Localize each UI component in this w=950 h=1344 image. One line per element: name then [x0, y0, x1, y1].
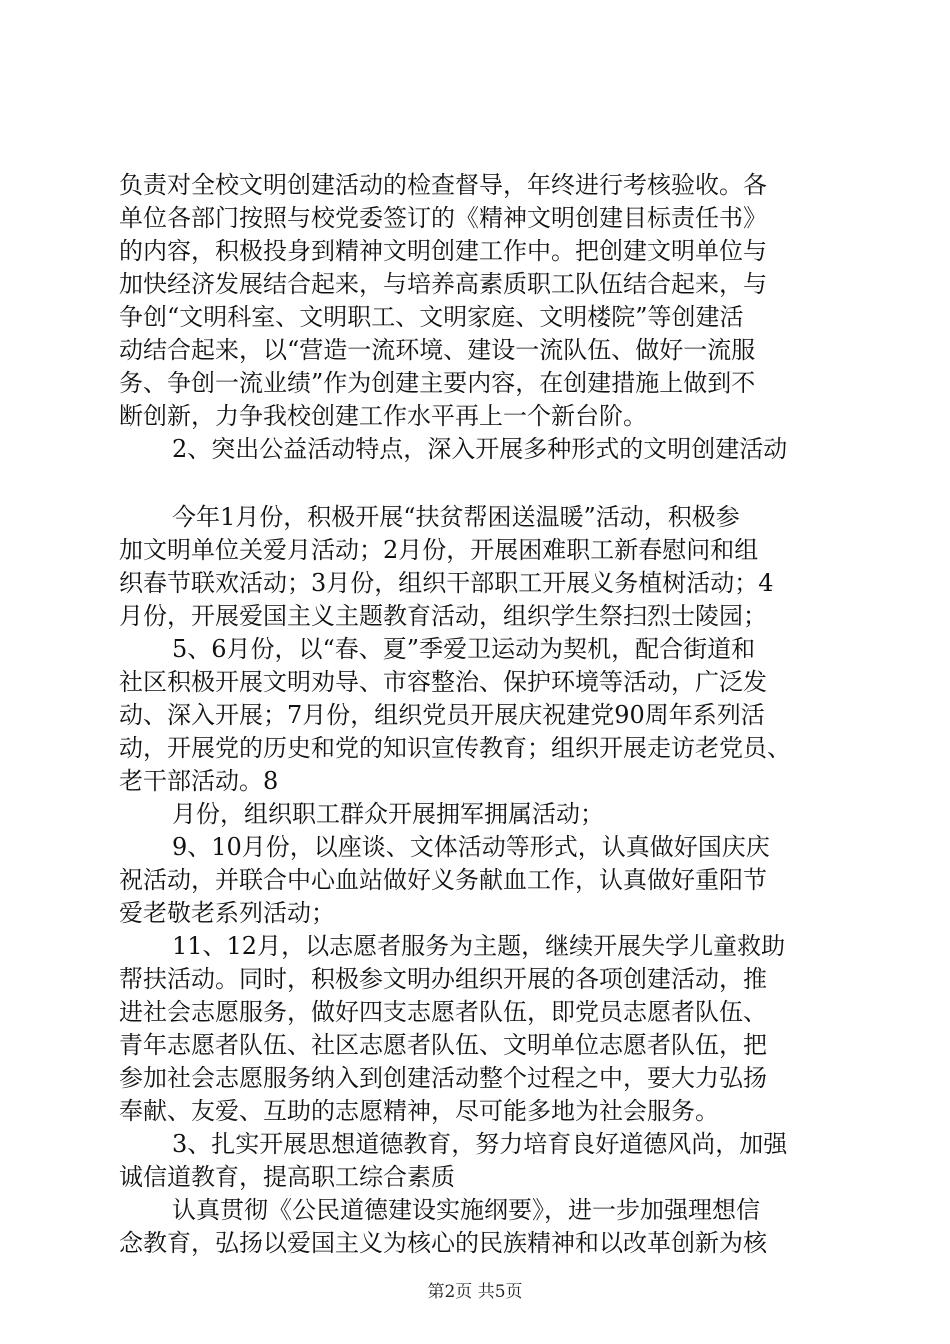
text-line: 争创“文明科室、文明职工、文明家庭、文明楼院”等创建活 [119, 303, 744, 331]
text-line: 参加社会志愿服务纳入到创建活动整个过程之中，要大力弘扬 [119, 1064, 767, 1092]
text-line: 动、深入开展；7月份，组织党员开展庆祝建党90周年系列活 [119, 701, 765, 729]
text-line: 5、6月份，以“春、夏”季爱卫运动为契机，配合街道和 [172, 635, 756, 663]
text-line: 月份，开展爱国主义主题教育活动，组织学生祭扫烈士陵园； [119, 602, 767, 630]
section-heading: 2、突出公益活动特点，深入开展多种形式的文明创建活动 [172, 435, 788, 463]
text-line: 念教育，弘扬以爱国主义为核心的民族精神和以改革创新为核 [119, 1229, 767, 1257]
text-line: 进社会志愿服务，做好四支志愿者队伍，即党员志愿者队伍、 [119, 998, 767, 1026]
text-line: 11、12月，以志愿者服务为主题，继续开展失学儿童救助 [172, 932, 786, 960]
text-line: 单位各部门按照与校党委签订的《精神文明创建目标责任书》 [119, 204, 767, 232]
text-line: 织春节联欢活动；3月份，组织干部职工开展义务植树活动；4 [119, 569, 774, 597]
text-line: 加文明单位关爱月活动；2月份，开展困难职工新春慰问和组 [119, 536, 759, 564]
text-line: 奉献、友爱、互助的志愿精神，尽可能多地为社会服务。 [119, 1097, 719, 1125]
text-line: 爱老敬老系列活动； [119, 899, 335, 927]
section-heading: 诚信道教育，提高职工综合素质 [119, 1163, 455, 1191]
text-line: 社区积极开展文明劝导、市容整治、保护环境等活动，广泛发 [119, 668, 767, 696]
page-number-footer: 第2页 共5页 [427, 1282, 523, 1302]
text-line: 今年1月份，积极开展“扶贫帮困送温暖”活动，积极参 [172, 503, 740, 531]
text-line: 的内容，积极投身到精神文明创建工作中。把创建文明单位与 [119, 237, 767, 265]
text-line: 认真贯彻《公民道德建设实施纲要》，进一步加强理想信 [172, 1196, 760, 1224]
text-line: 加快经济发展结合起来，与培养高素质职工队伍结合起来，与 [119, 270, 767, 298]
text-line: 帮扶活动。同时，积极参文明办组织开展的各项创建活动，推 [119, 965, 767, 993]
text-line: 祝活动，并联合中心血站做好义务献血工作，认真做好重阳节 [119, 866, 767, 894]
text-line: 务、争创一流业绩”作为创建主要内容，在创建措施上做到不 [119, 369, 756, 397]
text-line: 青年志愿者队伍、社区志愿者队伍、文明单位志愿者队伍，把 [119, 1031, 767, 1059]
text-line: 断创新，力争我校创建工作水平再上一个新台阶。 [119, 402, 647, 430]
text-line: 9、10月份，以座谈、文体活动等形式，认真做好国庆庆 [172, 833, 770, 861]
text-line: 动，开展党的历史和党的知识宣传教育；组织开展走访老党员、 [119, 734, 791, 762]
text-line: 老干部活动。8 [119, 767, 279, 795]
text-line: 动结合起来，以“营造一流环境、建设一流队伍、做好一流服 [119, 336, 756, 364]
text-line: 负责对全校文明创建活动的检查督导，年终进行考核验收。各 [119, 171, 767, 199]
text-line: 月份，组织职工群众开展拥军拥属活动； [172, 800, 604, 828]
section-heading: 3、扎实开展思想道德教育，努力培育良好道德风尚，加强 [172, 1130, 788, 1158]
